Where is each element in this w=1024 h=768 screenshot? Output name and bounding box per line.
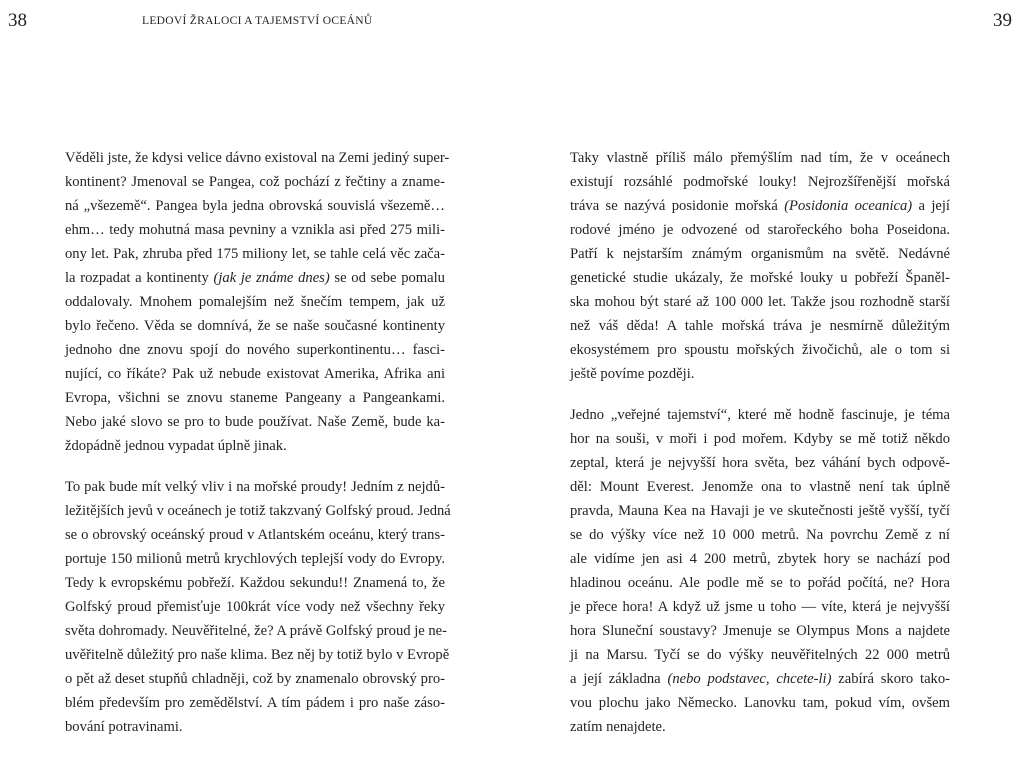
text-segment: se o obrovský oceánský proud v Atlantském oceánu, který trans-	[65, 527, 445, 543]
text-segment: pravda, Mauna Kea na Havaji je ve skutečnosti ještě vyšší, tyčí	[570, 503, 950, 519]
text-line	[570, 362, 950, 386]
text-line	[65, 386, 445, 410]
text-line	[65, 434, 445, 458]
paragraph	[570, 146, 950, 386]
italic-text: (nebo podstavec, chcete-li)	[667, 671, 832, 687]
text-line	[570, 242, 950, 266]
text-line	[65, 691, 445, 715]
text-segment: ekosystémem pro spoustu mořských živočichů, ale o tom si	[570, 342, 950, 358]
text-segment: se od sebe pomalu	[329, 270, 445, 286]
text-line	[570, 475, 950, 499]
text-segment: bování potravinami.	[65, 719, 183, 735]
text-segment: ony let. Pak, zhruba před 175 miliony let, se tahle celá věc zača-	[65, 246, 445, 262]
text-segment: zatím nenajdete.	[570, 719, 666, 735]
text-segment: ska mohou být staré až 100 000 let. Takže jsou rozhodně starší	[570, 294, 950, 310]
italic-text: (Posidonia oceanica)	[784, 198, 913, 214]
text-line	[570, 643, 950, 667]
text-line	[65, 410, 445, 434]
right-column	[570, 146, 950, 739]
text-line	[65, 571, 445, 595]
text-line	[65, 194, 445, 218]
text-line	[570, 194, 950, 218]
text-line	[65, 338, 445, 362]
page-number-left: 38	[8, 10, 27, 31]
text-line	[65, 362, 445, 386]
text-line	[570, 715, 950, 739]
text-segment: portuje 150 milionů metrů krychlových teplejší vody do Evropy.	[65, 551, 445, 567]
text-segment: ehm… tedy mohutná masa pevniny a vznikla asi před 275 mili-	[65, 222, 445, 238]
text-line	[65, 523, 445, 547]
text-segment: uvěřitelně důležitý pro naše klima. Bez něj by totiž bylo v Evropě	[65, 647, 450, 663]
text-segment: ji na Marsu. Tyčí se do výšky neuvěřitelných 22 000 metrů	[570, 647, 950, 663]
text-segment: je přece hora! A když už jsme u toho — víte, která je nejvyšší	[570, 599, 950, 615]
text-segment: než váš děda! A tahle mořská tráva je nesmírně důležitým	[570, 318, 950, 334]
text-segment: Taky vlastně příliš málo přemýšlím nad tím, že v oceánech	[570, 150, 950, 166]
left-column	[65, 146, 451, 739]
text-segment: a její základna	[570, 671, 668, 687]
text-line	[570, 170, 950, 194]
text-segment: hora Sluneční soustavy? Jmenuje se Olympus Mons a najdete	[570, 623, 950, 639]
text-segment: la rozpadat a kontinenty	[65, 270, 214, 286]
text-segment: To pak bude mít velký vliv i na mořské proudy! Jedním z nejdů-	[65, 479, 445, 495]
text-line	[570, 403, 950, 427]
text-line	[570, 266, 950, 290]
page-number-right: 39	[993, 10, 1012, 31]
paragraph-gap	[65, 458, 445, 475]
text-line	[570, 290, 950, 314]
italic-text: (jak je známe dnes)	[213, 270, 330, 286]
paragraph-gap	[570, 386, 950, 403]
text-line	[570, 427, 950, 451]
text-segment: ležitějších jevů v oceánech je totiž takzvaný Golfský proud. Jedná	[65, 503, 451, 519]
text-line	[65, 218, 445, 242]
text-line	[570, 451, 950, 475]
text-segment: vou plochu jako Německo. Lanovku tam, pokud vím, ovšem	[570, 695, 950, 711]
text-segment: zeptal, která je nejvyšší hora světa, bez váhání bych odpově-	[570, 455, 950, 471]
text-line	[570, 547, 950, 571]
text-line	[65, 314, 445, 338]
text-line	[65, 266, 445, 290]
text-line	[65, 475, 445, 499]
text-segment: děl: Mount Everest. Jenomže ona to vlastně není tak úplně	[570, 479, 950, 495]
paragraph	[65, 146, 450, 458]
text-segment: kontinent? Jmenoval se Pangea, což pochází z řečtiny a zname-	[65, 174, 445, 190]
text-line	[570, 691, 950, 715]
text-line	[65, 499, 451, 523]
text-line	[65, 547, 445, 571]
text-line	[570, 338, 950, 362]
running-head: LEDOVÍ ŽRALOCI A TAJEMSTVÍ OCEÁNŮ	[142, 15, 373, 27]
text-segment: tráva se nazývá posidonie mořská	[570, 198, 785, 214]
text-segment: blém především pro zemědělství. A tím pádem i pro naše záso-	[65, 695, 445, 711]
text-line	[570, 595, 950, 619]
text-segment: jednoho dne znovu spojí do nového superkontinentu… fasci-	[65, 342, 445, 358]
text-line	[570, 667, 950, 691]
text-segment: Jedno „veřejné tajemství“, které mě hodně fascinuje, je téma	[570, 407, 950, 423]
text-line	[65, 146, 450, 170]
paragraph	[570, 403, 950, 739]
text-segment: oddalovaly. Mnohem pomalejším než šnečím tempem, jak už	[65, 294, 445, 310]
text-segment: Patří k nejstarším známým organismům na světě. Nedávné	[570, 246, 950, 262]
text-line	[65, 715, 445, 739]
text-line	[65, 242, 445, 266]
text-line	[65, 170, 445, 194]
text-segment: existují rozsáhlé podmořské louky! Nejrozšířenější mořská	[570, 174, 950, 190]
text-segment: bylo řečeno. Věda se domnívá, že se naše současné kontinenty	[65, 318, 445, 334]
text-line	[570, 523, 950, 547]
text-segment: ná „všezemě“. Pangea byla jedna obrovská souvislá všezemě…	[65, 198, 445, 214]
text-line	[65, 595, 445, 619]
text-segment: světa dohromady. Neuvěřitelné, že? A právě Golfský proud je ne-	[65, 623, 448, 639]
text-segment: hladinou oceánu. Ale podle mě se to pořád počítá, ne? Hora	[570, 575, 950, 591]
text-segment: Věděli jste, že kdysi velice dávno existoval na Zemi jediný super-	[65, 150, 450, 166]
text-segment: Tedy k evropskému pobřeží. Každou sekundu!! Znamená to, že	[65, 575, 445, 591]
text-line	[65, 667, 445, 691]
text-segment: rodové jméno je odvozené od starořeckého boha Poseidona.	[570, 222, 950, 238]
text-line	[570, 619, 950, 643]
paragraph	[65, 475, 451, 739]
text-segment: Golfský proud přemisťuje 100krát více vody než všechny řeky	[65, 599, 445, 615]
text-line	[570, 571, 950, 595]
text-segment: ale vidíme jen asi 4 200 metrů, zbytek hory se nachází pod	[570, 551, 950, 567]
text-line	[570, 499, 950, 523]
text-line	[65, 290, 445, 314]
text-segment: Nebo jaké slovo se pro to bude používat. Naše Země, bude ka-	[65, 414, 445, 430]
text-line	[65, 643, 450, 667]
text-segment: ještě povíme později.	[570, 366, 695, 382]
text-line	[570, 218, 950, 242]
text-segment: se do výšky více než 10 000 metrů. Na povrchu Země z ní	[570, 527, 950, 543]
text-line	[65, 619, 448, 643]
text-line	[570, 314, 950, 338]
text-line	[570, 146, 950, 170]
text-segment: genetické studie ukázaly, že mořské louky u pobřeží Španěl-	[570, 270, 950, 286]
text-segment: zabírá skoro tako-	[831, 671, 950, 687]
text-segment: Evropa, všichni se znovu staneme Pangeany a Pangeankami.	[65, 390, 445, 406]
text-segment: o pět až deset stupňů chladněji, což by znamenalo obrovský pro-	[65, 671, 445, 687]
text-segment: a její	[912, 198, 950, 214]
text-segment: hor na souši, v moři i pod mořem. Kdyby se mě totiž někdo	[570, 431, 950, 447]
text-segment: nující, co říkáte? Pak už nebude existovat Amerika, Afrika ani	[65, 366, 445, 382]
text-segment: ždopádně jednou vypadat úplně jinak.	[65, 438, 287, 454]
